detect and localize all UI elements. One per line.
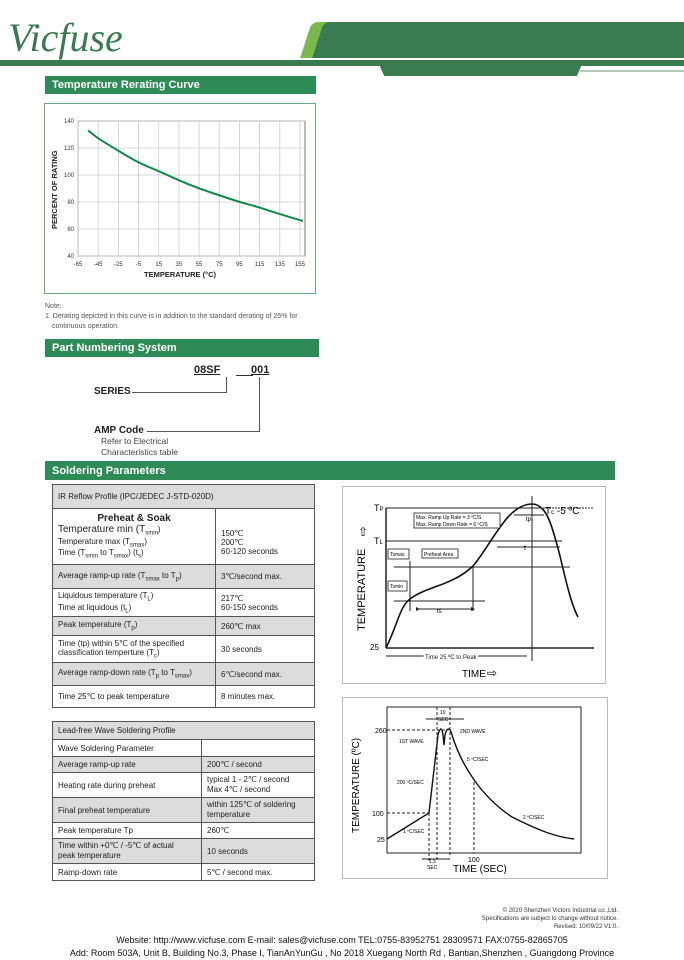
y100-label: 100 — [372, 811, 384, 818]
x-tick-label: 155 — [294, 262, 305, 268]
amp-leader-v — [259, 377, 260, 432]
wave-row-value: within 125℃ of soldering temperature — [202, 798, 315, 823]
ramp-up-label: Average ramp-up rate ($T_{smax}$ to $T_p$) — [53, 565, 216, 589]
rerating-chart-frame — [44, 103, 316, 294]
rate-200-label: 200 ºC/SEC — [397, 780, 424, 786]
wave-row-label: Final preheat temperature — [53, 798, 202, 823]
reflow-profile-diagram — [342, 486, 606, 684]
wave-row-value: 260℃ — [202, 823, 315, 839]
y-tick-label: 80 — [67, 200, 74, 206]
y-axis-label: PERCENT OF RATING — [50, 150, 59, 229]
tsmin-label: Tsmin — [390, 584, 404, 590]
preheat-title: Preheat & Soak — [97, 513, 171, 525]
y-tick-label: 100 — [63, 173, 74, 179]
wave-row-value — [202, 740, 315, 757]
derating-curve — [88, 130, 303, 220]
preheat-row-time: Time ($T_{smin}$ to $T_{smax}$) $(t_s)$ — [58, 548, 144, 560]
y-tick-label: 40 — [67, 254, 74, 260]
tp-small-label: tp — [526, 517, 532, 523]
time-right-arrow-icon: ⇨ — [487, 666, 498, 680]
ramp-note-1: Max. Ramp Up Rate = 3 ºC/S — [416, 515, 482, 521]
preheat-value-tmin: 150℃ — [221, 529, 244, 538]
peak-value: 260℃ max — [216, 617, 315, 636]
x-tick-label: 35 — [175, 262, 183, 268]
wave-row-label: Peak temperature Tp — [53, 823, 202, 839]
second-wave-label: 2ND WAVE — [460, 729, 486, 735]
wave-xlabel: TIME (SEC) — [453, 864, 507, 875]
time-to-peak-label: Time 25 ºC to Peak — [425, 655, 477, 661]
preheat-row-tmin: Temperature $\min (T_{smin})$ — [58, 524, 161, 537]
reflow-table-header: IR Reflow Profile (IPC/JEDEC J-STD-020D) — [53, 485, 315, 509]
wave-table-header: Lead-free Wave Soldering Profile — [53, 722, 315, 740]
revised: Revised: 10/09/22 V1.0. — [553, 924, 618, 930]
x-tick-label: -25 — [114, 262, 123, 268]
wave-ylabel: TEMPERATURE (ºC) — [351, 737, 362, 833]
wave-profile-diagram — [342, 697, 608, 879]
wave-diagram-frame — [343, 698, 608, 879]
tc-label: Tc -5 ºC — [545, 506, 580, 517]
copyright: © 2020 Shenzhen Victors Industrial co.,Ltd. — [502, 908, 618, 914]
wave-row-label: Time within +0℃ / -5℃ of actual peak temperature — [53, 839, 202, 864]
y25-label: 25 — [370, 643, 379, 652]
ten-sec-2: SEC — [438, 717, 449, 723]
section-title-part-numbering: Part Numbering System — [45, 339, 319, 357]
wave-row-value: 5℃ / second max. — [202, 864, 315, 881]
reflow-xlabel: TIME — [462, 669, 486, 680]
rate-1-label: 1 ºC/SEC — [403, 829, 425, 835]
y25-label: 25 — [377, 837, 385, 844]
header-banner-shape — [312, 22, 684, 58]
x-tick-label: -45 — [93, 262, 103, 268]
ramp-down-label: Average ramp-down rate ($T_p$ to $T_{smax}$) — [53, 663, 216, 686]
x-tick-label: 115 — [254, 262, 265, 268]
time-peak-value: 8 minutes max. — [216, 686, 315, 708]
header-tab-shape — [378, 62, 583, 76]
series-leader-h — [132, 392, 227, 393]
section-title-soldering: Soldering Parameters — [45, 461, 615, 480]
ts-label: ts — [437, 609, 442, 615]
series-label: SERIES — [94, 386, 131, 397]
rate-2-label: 2 ºC/SEC — [523, 815, 545, 821]
temperature-up-arrow-icon: ⇧ — [358, 525, 369, 539]
note-item-1: 1. Derating depicted in this curve is in addition to the standard derating of 25% for — [45, 313, 298, 320]
header-thin-rule — [580, 70, 684, 72]
time-peak-label: Time 25℃ to peak temperature — [53, 686, 216, 708]
x-tick-label: 135 — [274, 262, 285, 268]
wave-row-value: typical 1 - 2℃ / second Max 4℃ / second — [202, 773, 315, 798]
time-within-value: 30 seconds — [216, 636, 315, 663]
ten-sec-1: 10 — [440, 710, 446, 716]
rate-5-label: 5 ºC/SEC — [467, 757, 489, 763]
amp-code-label: AMP Code — [94, 425, 144, 436]
note-block — [45, 302, 298, 332]
wave-row-value: 10 seconds — [202, 839, 315, 864]
section-title-rerating: Temperature Rerating Curve — [45, 76, 316, 94]
preheat-row-tmax: Temperature $\max (T_{smax})$ — [58, 536, 148, 549]
liquidous-value: 217℃ 60-150 seconds — [216, 589, 315, 617]
rerating-chart — [45, 104, 315, 293]
tl-axis-label: TL — [374, 536, 383, 546]
wave-row-label: Wave Soldering Parameter — [53, 740, 202, 757]
plot-area — [78, 121, 305, 256]
tp-axis-label: TP — [374, 503, 384, 513]
amp-desc-2: Characteristics table — [101, 447, 179, 457]
series-code: 08SF — [194, 364, 221, 376]
one-five-2: SEC — [427, 865, 438, 871]
wave-row-value: 200℃ / second — [202, 757, 315, 773]
first-wave-label: 1ST WAVE — [399, 739, 424, 745]
x-tick-label: 15 — [155, 262, 163, 268]
y-tick-label: 60 — [67, 227, 74, 233]
time-within-label: Time (tp) within 5℃ of the specified classification temperture $(T_c)$ — [53, 636, 216, 663]
reflow-ylabel: TEMPERATURE — [356, 548, 368, 631]
ramp-down-value: 6℃/second max. — [216, 663, 315, 686]
y-tick-label: 120 — [63, 146, 74, 152]
amp-code-value: 001 — [251, 364, 270, 376]
one-five-1: 1.5 — [429, 859, 436, 865]
preheat-value-tmax: 200℃ — [221, 538, 244, 547]
amp-leader-h — [147, 431, 260, 432]
x-tick-label: -65 — [73, 262, 83, 268]
peak-label: Peak temperature $(T_p)$ — [53, 617, 216, 636]
x100-label: 100 — [468, 857, 480, 864]
y260-label: 260 — [375, 728, 387, 735]
x-tick-label: 95 — [236, 262, 243, 268]
note-item-1-cont: continuous operation. — [52, 323, 119, 330]
note-label: Note: — [45, 303, 62, 310]
preheat-area-label: Preheat Area — [424, 552, 454, 558]
amp-desc-1: Refer to Electrical — [101, 436, 169, 446]
footer-website: Website: http://www.vicfuse.com E-mail: sales@vicfuse.com TEL:0755-83952751 28309571 FAX:0755-82865705 — [116, 935, 568, 945]
wave-table — [52, 721, 315, 881]
wave-row-label: Heating rate during preheat — [53, 773, 202, 798]
liquidous-label: Liquidous temperature $(T_L)$ Time at liquidous $(t_L)$ — [53, 589, 216, 617]
x-axis-label: TEMPERATURE (°C) — [143, 270, 217, 279]
x-tick-label: 75 — [215, 262, 223, 268]
reflow-table — [52, 484, 315, 708]
x-tick-label: 55 — [195, 262, 203, 268]
footer-notice — [482, 907, 618, 931]
series-leader-v — [226, 377, 227, 393]
y-tick-label: 140 — [63, 119, 74, 125]
spec-notice: Specifications are subject to change without notice. — [481, 916, 618, 922]
ramp-up-value: 3℃/second max. — [216, 565, 315, 589]
wave-row-label: Average ramp-up rate — [53, 757, 202, 773]
ramp-note-2: Max. Ramp Down Rate = 6 ºC/S — [416, 522, 488, 528]
x-tick-label: -5 — [135, 262, 142, 268]
t-label: t — [524, 545, 526, 552]
preheat-value-time: 60-120 seconds — [221, 547, 278, 556]
brand-logo: Vicfuse — [8, 15, 123, 60]
wave-row-label: Ramp-down rate — [53, 864, 202, 881]
footer-address: Add: Room 503A, Unit B, Building No.3, Phase I, TianAnYunGu , No 2018 Xuegang North Rd , Bantian,Shenzhen , Guangdong Province — [69, 948, 615, 958]
tsmax-label: Tsmax — [390, 552, 405, 558]
